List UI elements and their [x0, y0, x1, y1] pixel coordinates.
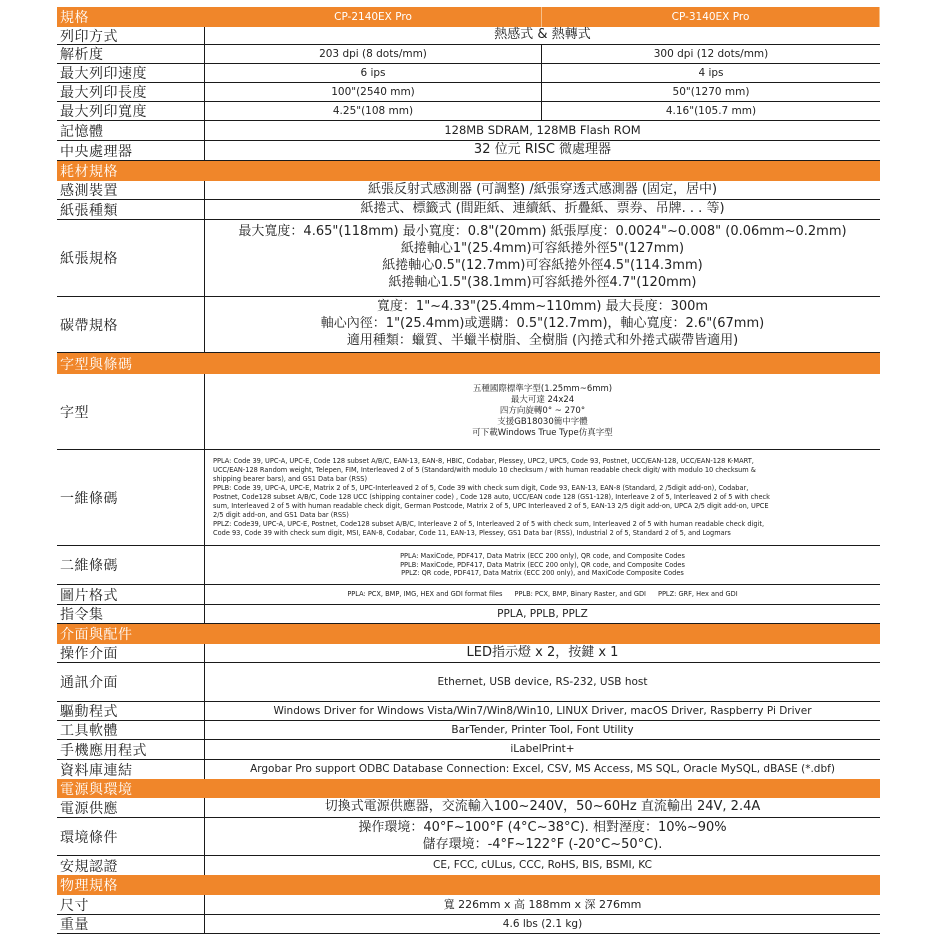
- row-weight: [57, 915, 880, 934]
- value-cp2140: 6 ips: [205, 64, 542, 82]
- row-value: 4.6 lbs (2.1 kg): [502, 917, 583, 930]
- font-line: 最大可達 24x24: [510, 394, 575, 405]
- row-label: 一維條碼: [57, 450, 205, 545]
- header-label: 規格: [60, 10, 89, 26]
- row-value: CE, FCC, cULus, CCC, RoHS, BIS, BSMI, KC: [433, 859, 652, 872]
- row-label: 紙張種類: [57, 200, 205, 219]
- row-media-type: [57, 200, 880, 220]
- row-value: 寬 226mm x 高 188mm x 深 276mm: [443, 897, 642, 911]
- spec-line: 最大寬度：4.65"(118mm) 最小寬度：0.8"(20mm) 紙張厚度：0.0024"~0.008" (0.06mm~0.2mm): [238, 224, 847, 240]
- row-value: 128MB SDRAM, 128MB Flash ROM: [444, 122, 641, 137]
- row-label: 列印方式: [57, 27, 205, 44]
- row-max-speed: [57, 64, 880, 83]
- model-cp2140ex-pro: CP-2140EX Pro: [205, 7, 542, 27]
- row-label: 最大列印寬度: [57, 102, 205, 120]
- row-label: 環境條件: [57, 818, 205, 855]
- spec-table: [57, 7, 880, 934]
- section-title: 耗材規格: [60, 164, 118, 180]
- spec-line: 紙捲軸心1.5"(38.1mm)可容紙捲外徑4.7"(120mm): [388, 274, 697, 290]
- model-cp3140ex-pro: CP-3140EX Pro: [542, 7, 880, 27]
- row-driver: [57, 702, 880, 721]
- row-ribbon-spec: [57, 297, 880, 353]
- value-cp2140: 4.25"(108 mm): [205, 102, 542, 120]
- row-1d-barcodes: [57, 450, 880, 546]
- row-label: 碳帶規格: [57, 297, 205, 352]
- row-label: 尺寸: [57, 895, 205, 914]
- format-ppla: PPLA: PCX, BMP, IMG, HEX and GDI format files: [347, 589, 503, 598]
- row-2d-barcodes: [57, 546, 880, 585]
- section-fonts-barcodes: [57, 353, 880, 374]
- row-label: 工具軟體: [57, 721, 205, 739]
- row-communication: [57, 663, 880, 702]
- header-row: [57, 7, 880, 27]
- barcode-line: UCC/EAN-128 Random weight, Telepen, FIM, Interleaved 2 of 5 (Standard/with modulo 10 checksum / with human readable check digit/ with modulo 10 checksum &: [213, 466, 756, 475]
- barcode-line: sum, Interleaved 2 of 5 with human readable check digit, German Postcode, Matrix 2 of 5, UPC Interleaved 2 of 5, EAN-13 2/5 digit add-on, UPCA 2/5 digit add-on, UPCE: [213, 501, 769, 510]
- row-max-length: [57, 83, 880, 102]
- row-environment: [57, 818, 880, 856]
- font-line: 可下載Windows True Type仿真字型: [472, 428, 613, 439]
- value-cp3140: 4 ips: [698, 67, 724, 79]
- row-label: 圖片格式: [57, 585, 205, 604]
- value-cp2140: 203 dpi (8 dots/mm): [205, 45, 542, 63]
- barcode-line: Code 93, Code 39 with check sum digit, MSI, EAN-8, Codabar, Code 11, EAN-13, Plessey, GS1 Data bar (RSS), Industrial 2 of 5, Standard 2 of 5, and Logmars: [213, 528, 731, 537]
- row-operation-interface: [57, 644, 880, 663]
- barcode-line: PPLB: MaxiCode, PDF417, Data Matrix (ECC 200 only), QR code, and Composite Codes: [400, 560, 685, 569]
- row-fonts: [57, 374, 880, 450]
- section-title: 介面與配件: [60, 627, 133, 643]
- row-print-method: [57, 27, 880, 45]
- row-label: 中央處理器: [57, 141, 205, 160]
- row-label: 手機應用程式: [57, 740, 205, 759]
- row-value: Windows Driver for Windows Vista/Win7/Win8/Win10, LINUX Driver, macOS Driver, Raspberry Pi Driver: [273, 704, 812, 717]
- row-label: 二維條碼: [57, 546, 205, 584]
- barcode-line: PPLA: MaxiCode, PDF417, Data Matrix (ECC 200 only), QR code, and Composite Codes: [400, 551, 685, 560]
- row-mobile-app: [57, 740, 880, 760]
- section-power: [57, 779, 880, 798]
- row-value: Ethernet, USB device, RS-232, USB host: [437, 675, 648, 688]
- row-certification: [57, 856, 880, 875]
- row-power-supply: [57, 798, 880, 818]
- section-interface: [57, 624, 880, 644]
- section-title: 物理規格: [60, 878, 118, 894]
- row-label: 最大列印長度: [57, 83, 205, 101]
- row-label: 指令集: [57, 605, 205, 623]
- spec-line: 紙捲軸心1"(25.4mm)可容紙捲外徑5"(127mm): [400, 241, 685, 257]
- row-sensor: [57, 181, 880, 200]
- barcode-line: shipping bearer bars), and GS1 Data bar (RSS): [213, 475, 368, 484]
- spec-line: 軸心內徑：1"(25.4mm)或選購：0.5"(12.7mm)，軸心寬度：2.6"(67mm): [320, 316, 765, 332]
- section-title: 電源與環境: [60, 781, 133, 798]
- format-pplz: PPLZ: GRF, Hex and GDI: [657, 589, 738, 598]
- row-resolution: [57, 45, 880, 64]
- row-value: 切換式電源供應器，交流輸入100~240V，50~60Hz 直流輸出 24V, 2.4A: [324, 799, 761, 815]
- row-label: 重量: [57, 915, 205, 933]
- barcode-line: PPLZ: QR code, PDF417, Data Matrix (ECC 200 only), and MaxiCode Composite Codes: [401, 569, 684, 578]
- row-database: [57, 760, 880, 779]
- font-line: 五種國際標準字型(1.25mm~6mm): [472, 383, 613, 394]
- section-title: 字型與條碼: [60, 356, 133, 373]
- format-pplb: PPLB: PCX, BMP, Binary Raster, and GDI: [514, 589, 646, 598]
- row-label: 解析度: [57, 45, 205, 63]
- row-value: 熱感式 & 熱轉式: [494, 27, 591, 43]
- row-value: LED指示燈 x 2，按鍵 x 1: [466, 644, 619, 660]
- row-label: 記憶體: [57, 121, 205, 140]
- row-label: 最大列印速度: [57, 64, 205, 82]
- value-cp3140: 300 dpi (12 dots/mm): [653, 48, 769, 60]
- row-label: 感測裝置: [57, 181, 205, 199]
- row-value: 32 位元 RISC 微處理器: [473, 142, 612, 158]
- row-label: 字型: [57, 374, 205, 449]
- row-media-spec: [57, 220, 880, 297]
- row-value: PPLA, PPLB, PPLZ: [497, 607, 588, 620]
- value-cp3140: 50"(1270 mm): [672, 86, 750, 98]
- value-cp3140: 4.16"(105.7 mm): [665, 105, 757, 117]
- spec-line: 紙捲軸心0.5"(12.7mm)可容紙捲外徑4.5"(114.3mm): [382, 258, 703, 273]
- spec-line: 適用種類：蠟質、半蠟半樹脂、全樹脂 (內捲式和外捲式碳帶皆適用): [346, 332, 739, 348]
- barcode-line: 2/5 digit add-on, and GS1 Data bar (RSS): [213, 510, 349, 519]
- row-cpu: [57, 141, 880, 161]
- row-label: 電源供應: [57, 798, 205, 817]
- row-label: 驅動程式: [57, 702, 205, 720]
- row-max-width: [57, 102, 880, 121]
- spec-line: 寬度：1"~4.33"(25.4mm~110mm) 最大長度：300m: [376, 299, 709, 315]
- row-value: 紙捲式、標籤式 (間距紙、連續紙、折疊紙、票券、吊牌. . . 等): [360, 201, 725, 217]
- row-command-set: [57, 605, 880, 624]
- env-line: 儲存環境：-4°F~122°F (-20°C~50°C).: [422, 836, 663, 852]
- row-label: 紙張規格: [57, 220, 205, 296]
- row-label: 操作介面: [57, 644, 205, 662]
- barcode-line: PPLZ: Code39, UPC-A, UPC-E, Postnet, Code128 subset A/B/C, Interleave 2 of 5, Interleaved 2 of 5 with check sum, Interleaved 2 of 5 with human readable check digit,: [213, 519, 765, 528]
- row-label: 通訊介面: [57, 663, 205, 701]
- barcode-line: PPLB: Code 39, UPC-A, UPC-E, Matrix 2 of 5, UPC-Interleaved 2 of 5, Code 39 with check sum digit, Code 93, EAN-13, EAN-8 (Standard, 2 /5digit add-on), Codabar,: [213, 484, 749, 493]
- barcode-line: PPLA: Code 39, UPC-A, UPC-E, Code 128 subset A/B/C, EAN-13, EAN-8, HBIC, Codabar, Plessey, UPC2, UPC5, Code 93, Postnet, UCC/EAN-128, UCC/EAN-128 K-MART,: [213, 457, 754, 466]
- row-utility-software: [57, 721, 880, 740]
- env-line: 操作環境：40°F~100°F (4°C~38°C). 相對溼度：10%~90%: [358, 819, 727, 835]
- row-memory: [57, 121, 880, 141]
- font-line: 支援GB18030簡中字體: [497, 417, 588, 428]
- value-cp2140: 100"(2540 mm): [205, 83, 542, 101]
- row-value: Argobar Pro support ODBC Database Connection: Excel, CSV, MS Access, MS SQL, Oracle MySQL, dBASE (*.dbf): [250, 763, 835, 776]
- row-value: BarTender, Printer Tool, Font Utility: [451, 723, 634, 736]
- row-image-format: [57, 585, 880, 605]
- section-physical: [57, 875, 880, 895]
- barcode-line: Postnet, Code128 subset A/B/C, Code 128 UCC (shipping container code) , Code 128 auto, UCC/EAN code 128 (GS1-128), Interleave 2 of 5, Interleaved 2 of 5 with check: [213, 493, 770, 502]
- row-value: 紙張反射式感測器 (可調整) /紙張穿透式感測器 (固定，居中): [367, 181, 718, 197]
- section-media: [57, 161, 880, 181]
- row-label: 安規認證: [57, 856, 205, 875]
- font-line: 四方向旋轉0° ~ 270°: [499, 405, 586, 416]
- row-value: iLabelPrint+: [510, 743, 575, 756]
- row-dimensions: [57, 895, 880, 915]
- row-label: 資料庫連結: [57, 760, 205, 779]
